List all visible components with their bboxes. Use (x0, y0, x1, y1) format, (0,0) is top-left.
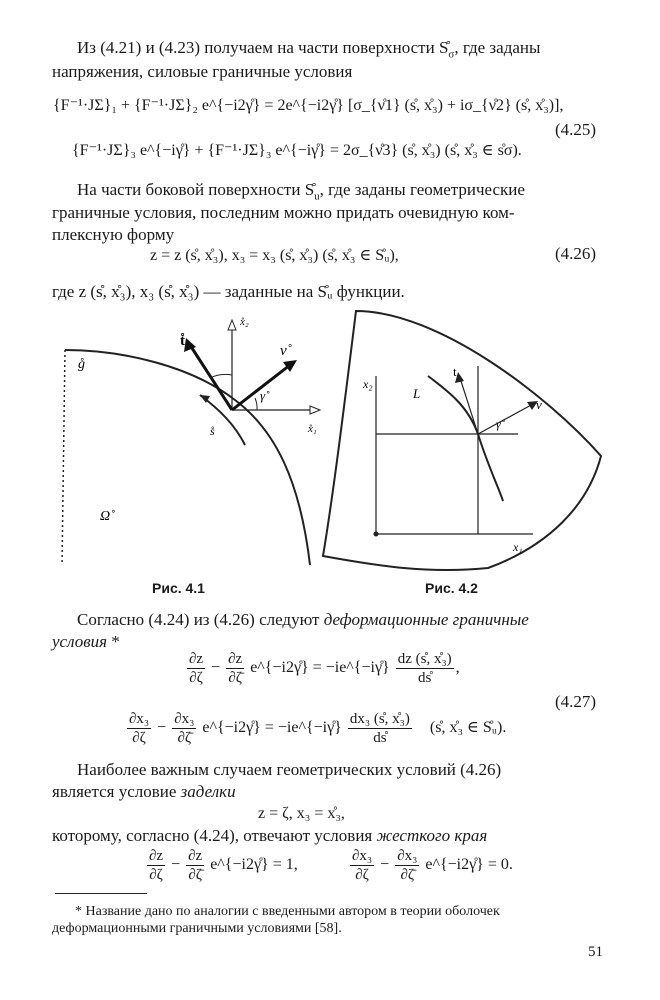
equation-4-26: z = z (s̊, x̊₃), x₃ = x₃ (s̊, x̊₃) (s̊, x̊₃ ∈ S̊ᵤ), (150, 247, 399, 264)
fig2-label-gamma: γ̊ (496, 417, 501, 431)
fig1-label-s: s̊ (210, 424, 215, 438)
accord-line-1: Согласно (4.24) из (4.26) следуют деформационные граничные (77, 610, 529, 629)
fig2-label-L: L (413, 386, 421, 401)
equation-rigid-2: $\frac{\text{∂x₃}}{\partial\zeta}$ − $\frac{\text{∂x₃}}{\partial\zetā}$ e^{−i2γ̊} = 0. (352, 848, 513, 883)
fig1-label-nu: ν̊ (280, 343, 287, 359)
figure-4-1 (50, 310, 340, 570)
equation-4-25-line-1: {F⁻¹·JΣ}₁ + {F⁻¹·JΣ}₂ e^{−i2γ̊} = 2e^{−i2γ̊} [σ_{ν̊1} (s̊, x̊₃) + iσ_{ν̊2} (s̊, x̊₃)], (53, 97, 564, 114)
fig1-label-omega: Ω̊ (100, 509, 111, 524)
text-line-1: Из (4.21) и (4.23) получаем на части поверхности $S̊_\sigma$, где заданы (77, 38, 541, 61)
main-line-1: Наиболее важным случаем геометрических условий (4.26) (77, 760, 502, 779)
main-line-2: является условие заделки (52, 782, 236, 801)
footnote-rule (55, 893, 147, 894)
footnote-line-2: деформационными граничными условиями [58]. (52, 921, 342, 936)
fig1-label-gamma: γ̊ (260, 388, 266, 403)
page-number: 51 (588, 944, 603, 960)
fig2-label-nu: ν (536, 397, 542, 412)
equation-number-4-25: (4.25) (555, 120, 597, 139)
fig2-label-x1: x₁ (513, 540, 523, 554)
equation-rigid-1: $\frac{\partial z}{\partial\zeta}$ − $\frac{\partial z}{\partial\zetā}$ e^{−i2γ̊} = 1, (149, 848, 298, 883)
lateral-line-1: На части боковой поверхности $S̊_u$, где заданы геометрические (77, 180, 525, 203)
text-line-2: напряжения, силовые граничные условия (52, 62, 353, 81)
fig1-label-x1: x̊₁ (308, 423, 317, 435)
equation-4-27-line-2: $\frac{\text{∂x₃}}{\partial\zeta}$ − $\frac{\text{∂x₃}}{\partial\zetā}$ e^{−i2γ̊} = −ie^{−iγ̊} $\frac{\text{dx₃ (s̊, x̊₃)}}{ds̊}$ (s̊, x̊₃ ∈ S̊ᵤ). (129, 711, 507, 746)
figure-4-2-caption: Рис. 4.2 (425, 580, 478, 596)
lateral-line-2: граничные условия, последним можно придать очевидную ком- (52, 203, 515, 222)
footnote-line-1: * Название дано по аналогии с введенными автором в теории оболочек (75, 904, 500, 919)
equation-4-27-line-1: $\frac{\partial z}{\partial\zeta}$ − $\frac{\partial z}{\partial\zetā}$ e^{−i2γ̊} = −ie^{−iγ̊} $\frac{\text{dz (s̊, x̊₃)}}{ds̊}$ , (189, 651, 460, 686)
figure-4-2 (318, 306, 608, 578)
fig1-label-x2: x̊₂ (240, 316, 249, 328)
equation-4-25-line-2: {F⁻¹·JΣ}₃ e^{−iγ̊} + {F⁻¹·JΣ}₃ e^{−iγ̊} = 2σ_{ν̊3} (s̊, x̊₃) (s̊, x̊₃ ∈ s̊σ). (72, 142, 522, 159)
equation-number-4-27: (4.27) (555, 692, 597, 711)
equation-clamp: z = ζ, x₃ = x̊₃, (258, 805, 345, 822)
fig2-label-x2: x₂ (363, 377, 373, 391)
fig2-label-t: t (453, 364, 457, 379)
where-line: где z (s̊, x̊₃), x₃ (s̊, x̊₃) — заданные на S̊ᵤ функции. (52, 282, 405, 301)
accord-line-2: условия * (52, 632, 120, 651)
fig1-label-g: g̊ (78, 357, 85, 372)
main-line-3: которому, согласно (4.24), отвечают условия жесткого края (52, 826, 488, 845)
figure-4-1-caption: Рис. 4.1 (152, 580, 205, 596)
lateral-line-3: плексную форму (52, 225, 175, 244)
equation-number-4-26: (4.26) (555, 244, 597, 263)
fig1-label-t: t̊ (180, 333, 185, 349)
